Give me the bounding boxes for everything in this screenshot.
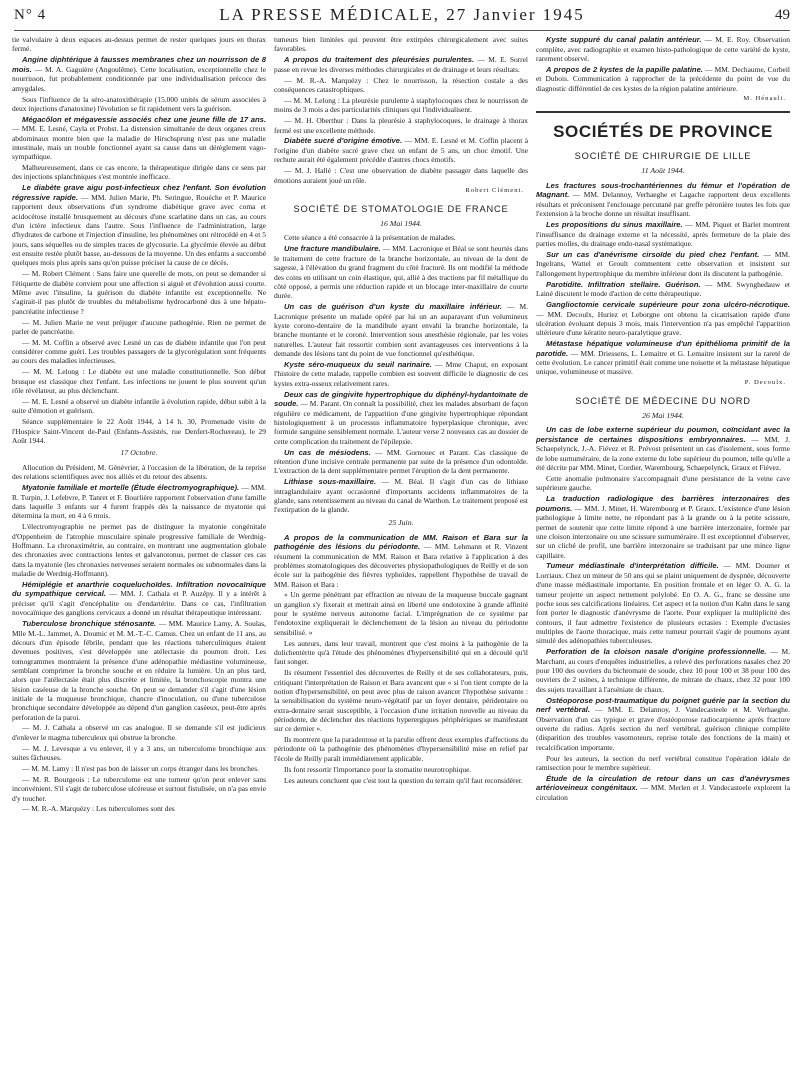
- paragraph-text: L'électromyographie ne permet pas de distinguer la myatonie congénitale d'Oppenheim de l'atrophie musculaire spinale progressive familiale de Werdnig-Hoffmann. La chronaximétrie, au contraire, en montrant une augmentation globale des chronaxies avec contractions lentes et galvanotonus, permet de classer ces cas dans la myatonie (les chronaxies nerveuses seraient normales ou subnormales dans la maladie de Werdnig-Hoffmann).: [12, 522, 266, 578]
- paragraph-heading: Kyste séro-muqueux du seuil narinaire.: [284, 359, 432, 369]
- paragraph-text: Allocution du Président, M. Génévrier, à l'occasion de la libération, de la reprise des relations scientifiques avec nos alliés et du retour des absents.: [12, 462, 266, 482]
- paragraph: [536, 220, 790, 248]
- paragraph: [274, 76, 528, 95]
- paragraph: [12, 95, 266, 114]
- paragraph: [274, 448, 528, 476]
- paragraph-heading: Une fracture mandibulaire.: [284, 244, 381, 254]
- session-date: 26 Mai 1944.: [642, 410, 684, 420]
- paragraph-text: — M. R. Bourgeois : Le tuberculome est une tumeur qu'on peut enlever sans inconvénient. S'il s'agit de tuberculose ulcéreuse et surtout fistulisée, on n'a pas envie d'y toucher.: [12, 774, 266, 803]
- page-header: [14, 0, 790, 31]
- paragraph-heading: Le diabète grave aigu post-infectieux chez l'enfant. Son évolution régressive rapide.: [12, 183, 266, 202]
- paragraph-heading: Un cas de mésiodens.: [284, 447, 371, 457]
- paragraph-text: Sous l'influence de la séro-anatoxithérapie (15.000 unités de sérum associées à deux injections d'anatoxine) l'évolution se fit rapidement vers la guérison.: [12, 94, 266, 113]
- paragraph-heading: A propos du traitement des pleurésies purulentes.: [284, 55, 475, 65]
- paragraph-text: Ils montrent que la paradentose et la parulie offrent deux exemples d'affections du périodonte où la pathogénie des phénomènes d'hypersensibilité mise en relief par l'école de Reilly paraît immédiatement applicable.: [274, 735, 528, 763]
- paragraph: [12, 804, 266, 813]
- paragraph-text: — M. E. Roy. Observation complète, avec radiographie et examen histo-pathologique de cette variété de kyste, rarement observé.: [536, 35, 790, 63]
- paragraph: [536, 250, 790, 278]
- society-heading: SOCIÉTÉ DE STOMATOLOGIE DE FRANCE: [293, 204, 509, 215]
- paragraph-text: — M. E. Sorrel passe en revue les diverses méthodes chirurgicales et de drainage et leurs résultats.: [274, 55, 528, 74]
- paragraph: [274, 735, 528, 763]
- session-date: 25 Juin.: [388, 517, 414, 527]
- paragraph-text: — MM. Gornouec et Parant. Cas classique de rétention d'une incisive centrale permanente par suite de la présence d'un odontoïde. L'extraction de la dent supplémentaire permet l'éruption de la dent permanente.: [274, 447, 528, 476]
- paragraph: [536, 474, 790, 493]
- paragraph-text: — MM. Doumer et Lorriaux. Chez un mineur de 50 ans qui se plaint uniquement de dyspnée, découverte d'une masse médiastinale importante. En position frontale et en léger O. A. G. la tumeur projette un aspect nettement polylobé. En O. A. G., franc se dessine une poche sous ses calcifications linéaires. Cet aspect et la notion d'un Kahn dans le sang font porter le diagnostic d'anévrysme de l'aorte. Pour expliquer la multiplicité des contours, il faut admettre l'existence de plusieurs ectasies : Exemple d'ectasies multiples de l'aorte thoracique, mais cette tumeur pourrait s'agir de poumons ayant simulé des adénopathies tuberculeuses.: [536, 561, 790, 646]
- paragraph: [536, 280, 790, 299]
- society-heading: SOCIÉTÉ DE MÉDECINE DU NORD: [575, 396, 751, 407]
- paragraph-text: — M. R.-A. Marquézy : Les tuberculomes sont des: [22, 804, 175, 814]
- paragraph: [536, 35, 790, 63]
- paragraph: [274, 639, 528, 667]
- paragraph-heading: Les propositions du sinus maxillaire.: [546, 220, 683, 230]
- paragraph: [536, 647, 790, 694]
- paragraph-heading: Ganglioctomie cervicale supérieure pour zona ulcéro-nécrotique.: [546, 300, 790, 310]
- paragraph-text: — MM. J. Schaepelynck, J.-A. Fiévez et R. Prévost présentent un cas d'isolement, sous forme de lobe surnuméraire, de la zone externe du lobe supérieur du poumon, telle qu'elle a été décrite par MM. Minet, Cordier, Warembourg, Schaepelynck, Graux et Fiévez.: [536, 434, 790, 473]
- page-number: N° 4: [14, 6, 47, 23]
- paragraph-text: — MM. Decoulx, Huriez et Leborgne ont obtenu la cicatrisation rapide d'une ulcération évoluant depuis 3 mois, mais l'intervention n'a pas empêché l'apparition ultérieure d'une kératite neuro-paralytique grave.: [536, 309, 790, 338]
- paragraph: [274, 390, 528, 446]
- paragraph-text: — MM. E. Lesné et M. Coffin placent à l'origine d'un diabète sucré grave chez un enfant de 5 ans, un choc émotif. Une rechute aurait été également précédée d'autres chocs émotifs.: [274, 136, 528, 165]
- paragraph: [12, 55, 266, 93]
- paragraph: [12, 183, 266, 267]
- paragraph-heading: Les fractures sous-trochantériennes du fémur et l'opération de Magnant.: [536, 180, 790, 200]
- paragraph: [274, 533, 528, 589]
- paragraph: [274, 35, 528, 54]
- paragraph-text: Cette séance a été consacrée à la présentation de malades.: [284, 233, 456, 243]
- paragraph-text: Séance supplémentaire le 22 Août 1944, à 14 h. 30, Promenade visite de l'Hospice Saint-Vincent de-Paul (Enfants-Assistés, rue Denfert-Rochereau), le 29 Août 1944.: [12, 417, 266, 445]
- paragraph-heading: Parotidite. Infiltration stellaire. Guérison.: [546, 279, 701, 289]
- paragraph-heading: Mégacôlon et mégavessie associés chez une jeune fille de 17 ans.: [22, 114, 266, 124]
- author-signature: P. Decoulx.: [744, 378, 786, 386]
- paragraph-text: — MM. Driessens, L. Lemaitre et G. Lemaitre insistent sur la rareté de cette évolution. Le cancer primitif était comme une noisette et la métastase hépatique unique, volumineuse et massive.: [536, 348, 790, 377]
- section-heading-major: SOCIÉTÉS DE PROVINCE: [536, 111, 790, 142]
- paragraph-text: — MM. Lehmann et R. Vinzent résument la communication de MM. Raison et Bara relative à l'application à des problèmes stomatologiques des découvertes physiopathologiques de Reilly et de son école sur la pathogénie des fièvres typhoïdes, rappellent l'hypothèse de travail de MM. Raison et Bara :: [274, 542, 528, 589]
- paragraph-text: tumeurs bien limitées qui peuvent être extirpées chirurgicalement avec suites favorables.: [274, 35, 528, 54]
- paragraph: [12, 764, 266, 773]
- paragraph-text: Cette anomalie pulmonaire s'accompagnait d'une persistance de la veine cave supérieure gauche.: [536, 474, 790, 493]
- paragraph: [274, 590, 528, 637]
- paragraph: [12, 338, 266, 366]
- paragraph-heading: Métastase hépatique volumineuse d'un épithélioma primitif de la parotide.: [536, 339, 790, 358]
- column-middle: [274, 35, 528, 1075]
- paragraph-text: — MM. Ingelrans, Wattel et Groult commentent cette observation et insistent sur l'allongement hypertrophique du membre inférieur dont ils discutent la pathogénie.: [536, 249, 790, 278]
- paragraph: [274, 96, 528, 115]
- paragraph: [274, 477, 528, 514]
- paragraph-text: — M. Lacronique présente un malade opéré par lui un an auparavant d'un volumineux kyste corono-dentaire de la mandibule ayant envahi la branche horizontale, la branche montante et le coroné. Intervention sous anesthésie régionale, par les voies naturelles. L'auteur fait ressortir combien sont avantageuses ces interventions à la demande des lésions tant du point de vue fonctionnel qu'esthétique.: [274, 302, 528, 358]
- paragraph-heading: Myatonie familiale et mortelle (Étude électromyographique).: [22, 483, 240, 493]
- session-date: 17 Octobre.: [120, 448, 158, 458]
- session-date: 11 Août 1944.: [641, 166, 685, 176]
- paragraph: [536, 339, 790, 377]
- paragraph-text: — M. R.-A. Marquézy : Chez le nourrisson, la résection costale a des conséquences catastrophiques.: [274, 75, 528, 94]
- paragraph-heading: Tumeur médiastinale d'interprétation difficile.: [546, 561, 719, 571]
- paragraph: [12, 35, 266, 54]
- paragraph-text: — MM. Delannoy, Verhaeghe et Lagache rapportent deux excellents résultats et préconisent l'enclouage percutané par greffe péronière toutes les fois que l'extension à la broche donne un résultat insuffisant.: [536, 190, 790, 219]
- paragraph: [536, 65, 790, 93]
- paragraph: [12, 463, 266, 482]
- paragraph-text: — Mme Chaput, en exposant l'histoire de cette malade, rappelle combien est souvent difficile le diagnostic de ces kystes extra-osseux relativement rares.: [274, 359, 528, 388]
- paragraph-text: — MM. Maurice Lamy, A. Soulas, Mlle M.-L. Jammet, A. Doumic et M. M.-T.-C. Camus. Chez un enfant de 11 ans, au décours d'un épisode fébrile, pendant que les réactions tuberculiniques étaient devenues positives, s'est développée une atélectasie du poumon droit. Les tomogrammes montraient la présence d'une adénopathie médiastine volumineuse, semblant comprimer la bronche souche et en réduire la lumière. Un an plus tard, alors que l'atélectasie était plus discrète et limitée, la bronchoscopie montra une lésion caséeuse de la bronche souche. On peut se demander s'il s'agit d'une lésion initiale de la muqueuse bronchique, chancre d'inoculation, ou d'une tuberculose bronchique secondaire développée au dépend d'un ganglion caséeux, peut-être après perforation de la paroi.: [12, 619, 266, 722]
- paragraph: [12, 483, 266, 520]
- paragraph: [536, 300, 790, 337]
- page-folio: 49: [775, 6, 790, 23]
- paragraph-text: Ils résument l'essentiel des découvertes de Reilly et de ses collaborateurs, puis, critiquant l'interprétation de Raison et Bara avancent que « si l'on tient compte de la notion d'hypersensibilité, on peut avec plus de raison avancer l'hypothèse suivante : la sensibilisation du système neuro-végétatif par un foyer dentaire, péridentaire ou extra-dentaire serait susceptible, à l'occasion d'une irritation nouvelle au niveau du périodonte, de déclencher des réactions hyperergiques périphériques se manifestant sur ce dernier ».: [274, 668, 528, 734]
- paragraph: [274, 136, 528, 164]
- paragraph-text: — MM. E. Delannoy, J. Vandecasteele et M. Verhaeghe. Observation d'un cas typique et grave d'ostéoporose radiocarpienne après fracture ouverte du radius. Après section du nerf vertébral, guérison clinique complète (disparition des troubles vasomoteurs, reprise totale des fonctions de la main) et recalcification importante.: [536, 705, 790, 752]
- paragraph-text: Pour les auteurs, la section du nerf vertébral constitue l'opération idéale de ramisection pour le membre supérieur.: [536, 753, 790, 772]
- paragraph: [274, 116, 528, 135]
- paragraph-text: — M. Julien Marie ne veut préjuger d'aucune pathogénie. Rien ne permet de parler de pancréatite.: [12, 317, 266, 336]
- paragraph: [536, 561, 790, 645]
- paragraph-text: — M. A. Gaguière (Angoulême). Cette localisation, exceptionnelle chez le nourrisson, fut probablement conditionnée par une individualisation précoce des amygdales.: [12, 64, 266, 93]
- article-columns: [12, 35, 792, 1075]
- paragraph: [12, 318, 266, 337]
- paragraph: [12, 619, 266, 722]
- paragraph-text: — M. E. Lesné a observé un diabète infantile à évolution rapide, début subit à la suite d'émotion et guérison.: [12, 396, 266, 416]
- paragraph: [12, 163, 266, 182]
- paragraph-text: Les auteurs, dans leur travail, montrent que c'est moins à la pathogénie de la dolichentérite qu'à l'étude des phénomènes d'hypersensibilité qui en a découlé qu'il faut songer.: [274, 638, 528, 667]
- paragraph-text: — MM. Dechaume, Corbeil et Dubois. Communication à rapprocher de la précédente du point de vue du diagnostic différentiel de ces kystes de la région palatine antérieure.: [536, 64, 790, 93]
- paragraph: [536, 181, 790, 219]
- paragraph-heading: Perforation de la cloison nasale d'origine professionnelle.: [546, 647, 767, 657]
- paragraph-heading: Tuberculose bronchique sténosante.: [22, 619, 157, 629]
- paragraph: [12, 417, 266, 445]
- paragraph-text: — M. H. Oberthur : Dans la pleurésie à staphylocoques, le drainage à thorax fermé est une excellente méthode.: [274, 116, 528, 135]
- paragraph: [12, 580, 266, 618]
- paragraph-heading: A propos de la communication de MM. Raison et Bara sur la pathogénie des lésions du périodonte.: [274, 532, 528, 552]
- paragraph-heading: Un cas de lobe externe supérieur du poumon, coïncidant avec la persistance de certaines dispositions embryonnaires.: [536, 425, 790, 444]
- paragraph-text: — M. Robert Clément : Sans faire une querelle de mots, on peut se demander si l'étiquette de diabète convient pour une affection si aiguë et d'évolution aussi courte. Même avec l'insuline, la guérison du diabète infantile est exceptionnelle. Ne s'agirait-il pas plutôt de troubles du métabolisme hydrocarboné dus à une hépato-pancréatite infectieuse ?: [12, 269, 266, 316]
- column-left: [12, 35, 266, 1075]
- paragraph: [274, 668, 528, 733]
- session-date: 16 Mai 1944.: [380, 218, 422, 228]
- paragraph-heading: La traduction radiologique des barrières interzonaires des poumons.: [536, 494, 790, 513]
- paragraph-text: — MM. Merlen et J. Vandecasteele explorent la circulation: [536, 783, 790, 802]
- paragraph-text: — M. Marchant, au cours d'enquêtes industrielles, a relevé des perforations nasales chez 20 pour 100 des ouvriers du bichromate de soude, chez 10 pour 100 et 38 pour 100 des ouvriers de 2 usines, à technique différente, de mitrate de chaux, chez 32 pour 100 des sujets travaillant à l'arséniate de chaux.: [536, 647, 790, 694]
- paragraph-text: — MM. Piquet et Barlet montrent l'insuffisance du drainage externe et la nécessité, après fermeture de la plaie des parties molles, du drainage endo-nasal systématique.: [536, 220, 790, 248]
- paragraph-text: — M. J. Hallé : C'est une observation de diabète passager dans laquelle des émotions auraient joué un rôle.: [274, 166, 528, 185]
- paragraph: [12, 269, 266, 316]
- paragraph: [274, 776, 528, 785]
- paragraph-text: — MM. Swynghedauw et Lainé discutent le mode d'action de cette thérapeutique.: [536, 279, 790, 299]
- paragraph-heading: Lithiase sous-maxillaire.: [284, 477, 376, 487]
- paragraph-heading: Diabète sucré d'origine émotive.: [284, 136, 403, 146]
- paragraph-text: tie valvulaire à deux espaces au-dessus permet de rester quelques jours en thorax fermé.: [12, 35, 266, 54]
- paragraph: [12, 723, 266, 742]
- paragraph: [274, 55, 528, 74]
- paragraph: [274, 360, 528, 388]
- society-heading: SOCIÉTÉ DE CHIRURGIE DE LILLE: [574, 151, 752, 162]
- paragraph-heading: Hémiplégie et anarthrie coqueluchoïdes. Infiltration novocaïnique du sympathique cervical.: [12, 579, 266, 599]
- paragraph-text: — MM. R. Turpin, J. Lefebvre, P. Tanret et F. Bourlière rapportent l'observation d'une famille dans laquelle 3 enfants sur 4 furent frappés dès la naissance de myatonie qui détermina la mort, en 4 à 6 mois.: [12, 483, 266, 521]
- paragraph-text: — M. M. Lamy : Il n'est pas bon de laisser un corps étranger dans les bronches.: [22, 763, 260, 773]
- publication-title: LA PRESSE MÉDICALE, 27 Janvier 1945: [219, 5, 585, 24]
- paragraph-text: — M. M. Coffin a observé avec Lesné un cas de diabète infantile que l'on peut considérer comme guéri. Les troubles passagers de la glycorégulation sont fréquents au cours des maladies infectieuses.: [12, 337, 266, 366]
- paragraph: [12, 775, 266, 803]
- paragraph-heading: Kyste suppuré du canal palatin antérieur.: [546, 35, 702, 44]
- paragraph-heading: Ostéoporose post-traumatique du poignet guérie par la section du nerf vertébral.: [536, 695, 790, 715]
- paragraph-text: — M. M. Lelong : La pleurésie purulente à staphylocoques chez le nourrisson de moins de 3 mois a des particularités cliniques qui l'individualisent.: [274, 95, 528, 115]
- paragraph: [274, 302, 528, 358]
- paragraph-text: — M. Béal. Il s'agit d'un cas de lithiase intraglandulaire ayant occasionné d'importants accidents inflammatoires de la glande, sans retentissement au niveau du canal de Warthon. Le traitement proposé est l'extirpation de la glande.: [274, 477, 528, 515]
- paragraph: [536, 696, 790, 752]
- paragraph: [536, 425, 790, 472]
- paragraph: [536, 754, 790, 773]
- paragraph-heading: Sur un cas d'anévrisme cirsoïde du pied chez l'enfant.: [546, 249, 760, 259]
- column-right: [536, 35, 790, 1075]
- paragraph-heading: A propos de 2 kystes de la papille palatine.: [546, 64, 703, 74]
- paragraph-heading: Un cas de guérison d'un kyste du maxillaire inférieur.: [284, 302, 502, 312]
- paragraph: [12, 115, 266, 162]
- paragraph-text: — M. Parant. On connaît la possibilité, chez les malades absorbant de façon régulière ce médicament, de l'apparition d'une gingivite hypertrophique répondant histologiquement à un processus inflammatoire hyperplasique chronique, avec formule sanguine sensiblement normale. L'auteur verse 2 nouveaux cas au dossier de cette complication du traitement de l'épilepsie.: [274, 399, 528, 446]
- paragraph: [274, 244, 528, 300]
- paragraph: [12, 744, 266, 763]
- paragraph: [12, 367, 266, 395]
- paragraph-text: — MM. J. Cathala et P. Auzépy. Il y a intérêt à préciser qu'il s'agit d'encéphalite ou d'endartérite. Dans ce cas, l'infiltration novocaïnique des ganglions cervicaux a donné un résultat thérapeutique intéressant.: [12, 589, 266, 618]
- paragraph-heading: Deux cas de gingivite hypertrophique du diphényl-hydantoïnate de soude.: [274, 389, 528, 409]
- paragraph-text: Les auteurs concluent que c'est tout la question du terrain qu'il faut reconsidérer.: [284, 775, 523, 785]
- paragraph-text: « Un germe pénétrant par effraction au niveau de la muqueuse buccale gagnant un ganglion s'y fixerait et mettrait ainsi en liberté une endotoxine à grande affinité pour le système nerveux autonome facial. L'imprégnation de ce système par l'endotoxine expliquerait le déclenchement de la lésion au niveau du périodonte sensibilisé. »: [274, 590, 528, 637]
- paragraph: [274, 166, 528, 185]
- paragraph-text: Ils font ressortir l'importance pour la stomatite neurotrophique.: [284, 764, 472, 774]
- paragraph-text: Malheureusement, dans ce cas encore, la thérapeutique dirigée dans ce sens par des injections splanchniques s'est montrée inefficace.: [12, 163, 266, 182]
- paragraph: [274, 233, 528, 242]
- paragraph: [536, 494, 790, 560]
- paragraph: [274, 765, 528, 774]
- paragraph-text: — M. J. Cathala a observé un cas analogue. Il se demande s'il est judicieux d'enlever le magma tuberculeux qui obstrue la bronche.: [12, 723, 266, 742]
- paragraph-text: — MM. Lacronique et Béal se sont heurtés dans le traitement de cette fracture de la branche horizontale, au niveau de la dent de sagesse, à l'élévation du grand fragment du côté fracturé. Ils ont modifié la méthode des coins en utilisant un coin élastique, qui, allié à des tractions par fil métallique du côté opposé, a permis une réduction rapide et un blocage inter-maxillaire de courte durée.: [274, 244, 528, 301]
- paragraph-heading: Angine diphtérique à fausses membranes chez un nourrisson de 8 mois.: [12, 55, 266, 74]
- author-signature: M. Hénault.: [743, 94, 786, 102]
- paragraph: [12, 522, 266, 578]
- paragraph: [536, 774, 790, 802]
- paragraph-heading: Étude de la circulation de retour dans un cas d'anévrysmes artérioveineux congénitaux.: [536, 773, 790, 793]
- paragraph-text: — MM. E. Lesné, Cayla et Probst. La distension simultanée de deux organes creux abdominaux montre bien que la maladie de Hirschsprung n'est pas une maladie intestinale, mais un trouble fonctionnel ayant sa cause dans un dérèglement vago-sympathique.: [12, 124, 266, 162]
- author-signature: Robert Clément.: [465, 186, 524, 194]
- paragraph: [12, 397, 266, 416]
- paragraph-text: — M. M. Lelong : Le diabète est une maladie constitutionnelle. Son début brusque est classique chez l'enfant. Les infections ne jouent le plus souvent qu'un rôle révélateur, au plus déclenchant.: [12, 367, 266, 396]
- paragraph-text: — MM. J. Minet, H. Warembourg et P. Graux. L'existence d'une lésion pathologique à limite nette, ne répondant pas à la grande ou à la petite scissure, permet de soutenir que cette limite répond à une barrière interzonaire, formée par une cloison interzonaire ou une scissure surnuméraire. Il est exceptionnel d'observer, sur un cliché de profil, une barrière interzonaire se traduisant par une mince ligne capillaire.: [536, 503, 790, 560]
- paragraph-text: — MM. Julien Marie, Ph. Seringue, Rouèche et P. Maurice rapportent deux observations d'un syndrome diabétique grave avec coma et acidocétose installé brusquement au décours d'une scarlatine dans un cas, au cours d'un ictère infectieux dans l'autre. Sous l'influence de l'administration, large d'hydrates de carbone et l'injection d'insuline, les phénomènes ont rétrocédé en 4 et 5 jours, sans séquelles ou de simples traces de glycosurie. La glycémie élevée au début est ensuite restée plutôt basse, au-dessous de la moyenne. Un des enfants a succombé quelques mois plus après sans qu'on puisse préciser la cause de ce décès.: [12, 192, 266, 268]
- paragraph-text: — M. J. Levesque a vu enlever, il y a 3 ans, un tuberculome bronchique aux suites fâcheuses.: [12, 743, 266, 763]
